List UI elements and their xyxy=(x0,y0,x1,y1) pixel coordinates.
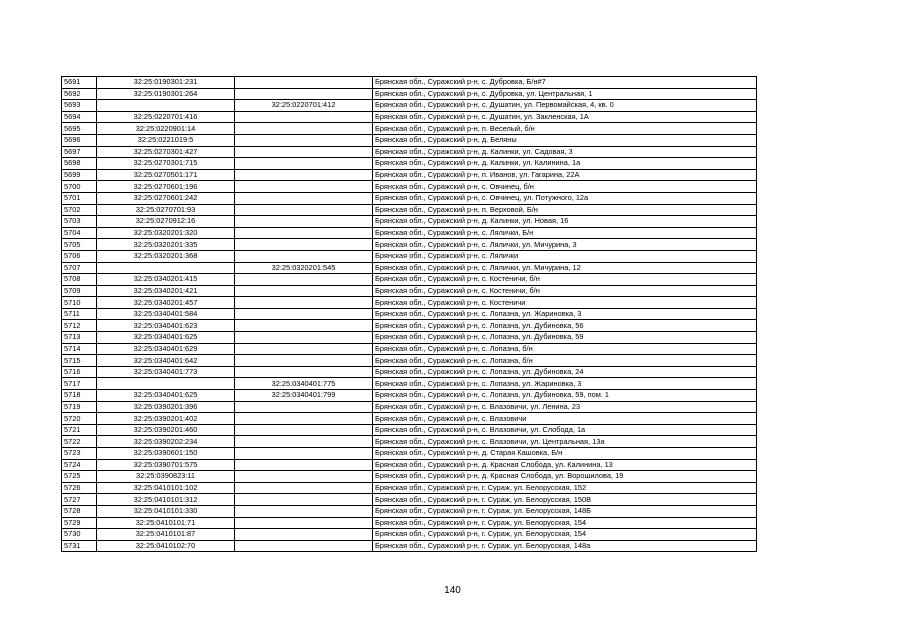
row-number-cell: 5702 xyxy=(62,204,97,216)
row-number-cell: 5724 xyxy=(62,459,97,471)
table-row xyxy=(62,88,757,100)
table-row xyxy=(62,146,757,158)
cadastral-room-number-cell xyxy=(235,355,373,367)
table-row xyxy=(62,424,757,436)
page-number: 140 xyxy=(444,585,461,596)
address-cell: Брянская обл., Суражский р-н, с. Лопазна, ул. Дубиновка, 56 xyxy=(373,320,757,332)
address-cell: Брянская обл., Суражский р-н, с. Лялички, ул. Мичурина, 3 xyxy=(373,239,757,251)
table-row xyxy=(62,378,757,390)
cadastral-room-number-cell xyxy=(235,540,373,552)
cadastral-number-cell xyxy=(97,378,235,390)
cadastral-number-cell: 32:25:0270601:196 xyxy=(97,181,235,193)
table-row xyxy=(62,482,757,494)
address-cell: Брянская обл., Суражский р-н, г. Сураж, ул. Белорусская, 154 xyxy=(373,517,757,529)
cadastral-room-number-cell xyxy=(235,227,373,239)
table-row xyxy=(62,366,757,378)
cadastral-room-number-cell xyxy=(235,216,373,228)
table-row xyxy=(62,529,757,541)
row-number-cell: 5706 xyxy=(62,250,97,262)
cadastral-room-number-cell xyxy=(235,146,373,158)
address-cell: Брянская обл., Суражский р-н, с. Душатин, ул. Первомайская, 4, кв. 0 xyxy=(373,100,757,112)
cadastral-number-cell: 32:25:0410101:87 xyxy=(97,529,235,541)
address-cell: Брянская обл., Суражский р-н, с. Влазовичи, ул. Центральная, 13а xyxy=(373,436,757,448)
table-row xyxy=(62,123,757,135)
cadastral-number-cell: 32:25:0340201:457 xyxy=(97,297,235,309)
cadastral-room-number-cell xyxy=(235,308,373,320)
cadastral-number-cell: 32:25:0390823:11 xyxy=(97,471,235,483)
address-cell: Брянская обл., Суражский р-н, с. Овчинец, ул. Потужного, 12а xyxy=(373,192,757,204)
cadastral-number-cell: 32:25:0190301:264 xyxy=(97,88,235,100)
cadastral-number-cell: 32:25:0410101:102 xyxy=(97,482,235,494)
row-number-cell: 5718 xyxy=(62,390,97,402)
cadastral-number-cell: 32:25:0340401:623 xyxy=(97,320,235,332)
row-number-cell: 5700 xyxy=(62,181,97,193)
row-number-cell: 5710 xyxy=(62,297,97,309)
row-number-cell: 5708 xyxy=(62,274,97,286)
table-row xyxy=(62,169,757,181)
row-number-cell: 5699 xyxy=(62,169,97,181)
address-cell: Брянская обл., Суражский р-н, с. Влазовичи, ул. Ленина, 23 xyxy=(373,401,757,413)
address-cell: Брянская обл., Суражский р-н, п. Веселый, б/н xyxy=(373,123,757,135)
address-cell: Брянская обл., Суражский р-н, г. Сураж, ул. Белорусская, 148Б xyxy=(373,505,757,517)
row-number-cell: 5707 xyxy=(62,262,97,274)
row-number-cell: 5696 xyxy=(62,134,97,146)
cadastral-number-cell: 32:25:0340401:773 xyxy=(97,366,235,378)
table-row xyxy=(62,459,757,471)
table-row xyxy=(62,192,757,204)
cadastral-number-cell: 32:25:0410101:330 xyxy=(97,505,235,517)
address-cell: Брянская обл., Суражский р-н, с. Лопазна, б/н xyxy=(373,355,757,367)
row-number-cell: 5723 xyxy=(62,448,97,460)
address-cell: Брянская обл., Суражский р-н, с. Овчинец, б/н xyxy=(373,181,757,193)
cadastral-number-cell: 32:25:0270301:715 xyxy=(97,158,235,170)
row-number-cell: 5695 xyxy=(62,123,97,135)
row-number-cell: 5729 xyxy=(62,517,97,529)
cadastral-room-number-cell xyxy=(235,158,373,170)
row-number-cell: 5703 xyxy=(62,216,97,228)
cadastral-number-cell: 32:25:0340401:642 xyxy=(97,355,235,367)
row-number-cell: 5714 xyxy=(62,343,97,355)
cadastral-room-number-cell xyxy=(235,181,373,193)
row-number-cell: 5731 xyxy=(62,540,97,552)
cadastral-number-cell: 32:25:0270912:16 xyxy=(97,216,235,228)
row-number-cell: 5717 xyxy=(62,378,97,390)
address-cell: Брянская обл., Суражский р-н, д. Беляны xyxy=(373,134,757,146)
cadastral-number-cell: 32:25:0220701:416 xyxy=(97,111,235,123)
cadastral-room-number-cell xyxy=(235,111,373,123)
cadastral-room-number-cell xyxy=(235,436,373,448)
table-row xyxy=(62,262,757,274)
cadastral-number-cell: 32:25:0340201:421 xyxy=(97,285,235,297)
cadastral-room-number-cell: 32:25:0320201:545 xyxy=(235,262,373,274)
address-cell: Брянская обл., Суражский р-н, п. Верховой, Б/н xyxy=(373,204,757,216)
cadastral-room-number-cell xyxy=(235,529,373,541)
table-row xyxy=(62,111,757,123)
address-cell: Брянская обл., Суражский р-н, г. Сураж, ул. Белорусская, 152 xyxy=(373,482,757,494)
address-cell: Брянская обл., Суражский р-н, с. Лялички, ул. Мичурина, 12 xyxy=(373,262,757,274)
cadastral-number-cell: 32:25:0390201:402 xyxy=(97,413,235,425)
cadastral-number-cell: 32:25:0390201:396 xyxy=(97,401,235,413)
cadastral-room-number-cell: 32:25:0340401:799 xyxy=(235,390,373,402)
table-row xyxy=(62,308,757,320)
cadastral-room-number-cell xyxy=(235,320,373,332)
table-row xyxy=(62,158,757,170)
address-cell: Брянская обл., Суражский р-н, с. Лопазна, ул. Дубиновка, 24 xyxy=(373,366,757,378)
table-row xyxy=(62,216,757,228)
cadastral-room-number-cell xyxy=(235,134,373,146)
table-row xyxy=(62,517,757,529)
table-row xyxy=(62,239,757,251)
address-cell: Брянская обл., Суражский р-н, п. Иванов, ул. Гагарина, 22А xyxy=(373,169,757,181)
cadastral-room-number-cell xyxy=(235,424,373,436)
row-number-cell: 5715 xyxy=(62,355,97,367)
table-row xyxy=(62,343,757,355)
row-number-cell: 5704 xyxy=(62,227,97,239)
row-number-cell: 5713 xyxy=(62,332,97,344)
cadastral-room-number-cell xyxy=(235,88,373,100)
registry-table xyxy=(61,76,757,552)
table-row xyxy=(62,332,757,344)
cadastral-room-number-cell xyxy=(235,459,373,471)
row-number-cell: 5692 xyxy=(62,88,97,100)
cadastral-number-cell: 32:25:0410101:312 xyxy=(97,494,235,506)
table-row xyxy=(62,355,757,367)
row-number-cell: 5727 xyxy=(62,494,97,506)
cadastral-number-cell: 32:25:0320201:368 xyxy=(97,250,235,262)
address-cell: Брянская обл., Суражский р-н, с. Лялички, Б/н xyxy=(373,227,757,239)
address-cell: Брянская обл., Суражский р-н, д. Калинки, ул. Калинина, 1а xyxy=(373,158,757,170)
cadastral-number-cell: 32:25:0410101:71 xyxy=(97,517,235,529)
address-cell: Брянская обл., Суражский р-н, г. Сураж, ул. Белорусская, 148а xyxy=(373,540,757,552)
cadastral-room-number-cell xyxy=(235,332,373,344)
table-row xyxy=(62,77,757,89)
cadastral-number-cell: 32:25:0410102:70 xyxy=(97,540,235,552)
row-number-cell: 5709 xyxy=(62,285,97,297)
address-cell: Брянская обл., Суражский р-н, с. Костеничи, б/н xyxy=(373,285,757,297)
cadastral-number-cell: 32:25:0270501:171 xyxy=(97,169,235,181)
cadastral-number-cell: 32:25:0390201:460 xyxy=(97,424,235,436)
cadastral-number-cell: 32:25:0270301:427 xyxy=(97,146,235,158)
cadastral-number-cell: 32:25:0390202:234 xyxy=(97,436,235,448)
row-number-cell: 5705 xyxy=(62,239,97,251)
cadastral-room-number-cell xyxy=(235,250,373,262)
row-number-cell: 5716 xyxy=(62,366,97,378)
cadastral-room-number-cell xyxy=(235,366,373,378)
address-cell: Брянская обл., Суражский р-н, с. Лопазна, б/н xyxy=(373,343,757,355)
cadastral-room-number-cell xyxy=(235,401,373,413)
address-cell: Брянская обл., Суражский р-н, с. Лопазна, ул. Дубиновка, 59 xyxy=(373,332,757,344)
row-number-cell: 5693 xyxy=(62,100,97,112)
row-number-cell: 5721 xyxy=(62,424,97,436)
table-row xyxy=(62,413,757,425)
address-cell: Брянская обл., Суражский р-н, с. Костеничи xyxy=(373,297,757,309)
cadastral-room-number-cell xyxy=(235,471,373,483)
table-row xyxy=(62,100,757,112)
cadastral-number-cell: 32:25:0221019:5 xyxy=(97,134,235,146)
address-cell: Брянская обл., Суражский р-н, с. Дубровка, Б/н#7 xyxy=(373,77,757,89)
row-number-cell: 5719 xyxy=(62,401,97,413)
row-number-cell: 5730 xyxy=(62,529,97,541)
cadastral-room-number-cell xyxy=(235,448,373,460)
table-row xyxy=(62,297,757,309)
address-cell: Брянская обл., Суражский р-н, с. Дубровка, ул. Центральная, 1 xyxy=(373,88,757,100)
address-cell: Брянская обл., Суражский р-н, с. Влазовичи xyxy=(373,413,757,425)
row-number-cell: 5728 xyxy=(62,505,97,517)
address-cell: Брянская обл., Суражский р-н, с. Лопазна, ул. Жариновка, 3 xyxy=(373,378,757,390)
row-number-cell: 5726 xyxy=(62,482,97,494)
table-row xyxy=(62,448,757,460)
cadastral-number-cell xyxy=(97,100,235,112)
table-row xyxy=(62,250,757,262)
cadastral-number-cell: 32:25:0340401:625 xyxy=(97,332,235,344)
cadastral-number-cell: 32:25:0390601:150 xyxy=(97,448,235,460)
row-number-cell: 5720 xyxy=(62,413,97,425)
table-row xyxy=(62,436,757,448)
address-cell: Брянская обл., Суражский р-н, г. Сураж, ул. Белорусская, 150В xyxy=(373,494,757,506)
address-cell: Брянская обл., Суражский р-н, с. Лопазна, ул. Жариновка, 3 xyxy=(373,308,757,320)
cadastral-room-number-cell xyxy=(235,169,373,181)
registry-table-body xyxy=(62,77,757,552)
table-row xyxy=(62,390,757,402)
cadastral-number-cell: 32:25:0220901:14 xyxy=(97,123,235,135)
row-number-cell: 5711 xyxy=(62,308,97,320)
row-number-cell: 5691 xyxy=(62,77,97,89)
address-cell: Брянская обл., Суражский р-н, д. Калинки, ул. Садовая, 3 xyxy=(373,146,757,158)
cadastral-room-number-cell xyxy=(235,413,373,425)
cadastral-number-cell xyxy=(97,262,235,274)
table-row xyxy=(62,285,757,297)
cadastral-number-cell: 32:25:0320201:320 xyxy=(97,227,235,239)
table-row xyxy=(62,494,757,506)
cadastral-room-number-cell xyxy=(235,77,373,89)
cadastral-room-number-cell xyxy=(235,274,373,286)
row-number-cell: 5697 xyxy=(62,146,97,158)
cadastral-room-number-cell xyxy=(235,343,373,355)
cadastral-room-number-cell xyxy=(235,517,373,529)
cadastral-room-number-cell xyxy=(235,192,373,204)
address-cell: Брянская обл., Суражский р-н, д. Красная Слобода, ул. Ворошилова, 19 xyxy=(373,471,757,483)
table-row xyxy=(62,320,757,332)
cadastral-number-cell: 32:25:0270601:242 xyxy=(97,192,235,204)
table-row xyxy=(62,181,757,193)
table-row xyxy=(62,540,757,552)
cadastral-room-number-cell xyxy=(235,494,373,506)
row-number-cell: 5694 xyxy=(62,111,97,123)
row-number-cell: 5701 xyxy=(62,192,97,204)
table-row xyxy=(62,204,757,216)
row-number-cell: 5722 xyxy=(62,436,97,448)
address-cell: Брянская обл., Суражский р-н, с. Лялички xyxy=(373,250,757,262)
cadastral-room-number-cell xyxy=(235,239,373,251)
row-number-cell: 5698 xyxy=(62,158,97,170)
cadastral-room-number-cell xyxy=(235,505,373,517)
cadastral-room-number-cell xyxy=(235,204,373,216)
address-cell: Брянская обл., Суражский р-н, д. Калинки, ул. Новая, 16 xyxy=(373,216,757,228)
cadastral-number-cell: 32:25:0190301:231 xyxy=(97,77,235,89)
row-number-cell: 5712 xyxy=(62,320,97,332)
table-row xyxy=(62,227,757,239)
cadastral-room-number-cell: 32:25:0220701:412 xyxy=(235,100,373,112)
table-row xyxy=(62,274,757,286)
table-row xyxy=(62,401,757,413)
cadastral-room-number-cell: 32:25:0340401:775 xyxy=(235,378,373,390)
cadastral-number-cell: 32:25:0320201:335 xyxy=(97,239,235,251)
table-row xyxy=(62,134,757,146)
cadastral-room-number-cell xyxy=(235,297,373,309)
cadastral-room-number-cell xyxy=(235,123,373,135)
cadastral-number-cell: 32:25:0340401:584 xyxy=(97,308,235,320)
address-cell: Брянская обл., Суражский р-н, д. Красная Слобода, ул. Калинина, 13 xyxy=(373,459,757,471)
address-cell: Брянская обл., Суражский р-н, с. Душатин, ул. Закленская, 1А xyxy=(373,111,757,123)
cadastral-room-number-cell xyxy=(235,285,373,297)
address-cell: Брянская обл., Суражский р-н, с. Костеничи, б/н xyxy=(373,274,757,286)
cadastral-number-cell: 32:25:0390701:575 xyxy=(97,459,235,471)
address-cell: Брянская обл., Суражский р-н, с. Лопазна, ул. Дубиновка, 59, пом. 1 xyxy=(373,390,757,402)
table-row xyxy=(62,505,757,517)
cadastral-number-cell: 32:25:0340401:625 xyxy=(97,390,235,402)
cadastral-number-cell: 32:25:0340201:415 xyxy=(97,274,235,286)
address-cell: Брянская обл., Суражский р-н, г. Сураж, ул. Белорусская, 154 xyxy=(373,529,757,541)
cadastral-room-number-cell xyxy=(235,482,373,494)
table-row xyxy=(62,471,757,483)
row-number-cell: 5725 xyxy=(62,471,97,483)
cadastral-number-cell: 32:25:0340401:629 xyxy=(97,343,235,355)
address-cell: Брянская обл., Суражский р-н, д. Старая Кашовка, Б/н xyxy=(373,448,757,460)
cadastral-number-cell: 32:25:0270701:93 xyxy=(97,204,235,216)
address-cell: Брянская обл., Суражский р-н, с. Влазовичи, ул. Слобода, 1а xyxy=(373,424,757,436)
